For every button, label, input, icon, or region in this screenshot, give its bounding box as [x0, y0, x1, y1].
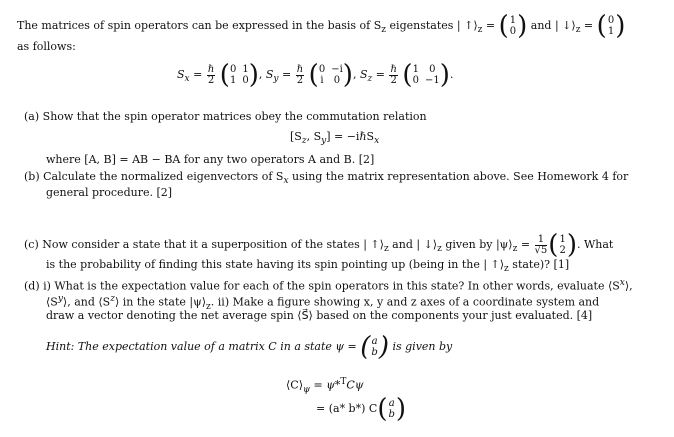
paren-left: (: [548, 230, 559, 260]
down-vector-entry: 1: [607, 26, 615, 37]
sz-expect-open: ⟩, and ⟨S: [62, 295, 111, 309]
part-d-text-b: ⟩,: [624, 279, 633, 293]
part-b-text: Calculate the normalized eigenvectors of S: [43, 170, 284, 183]
equals: =: [517, 238, 534, 251]
z-subscript: z: [383, 244, 389, 255]
relation-end: ] = −iℏS: [326, 130, 375, 143]
matrix-entry: −i: [331, 64, 343, 75]
sx-label: S: [177, 68, 185, 81]
paren-right: ): [615, 11, 626, 41]
paren-left: (: [402, 60, 413, 90]
hbar-fraction: [389, 65, 397, 86]
numerator: 1: [535, 235, 548, 246]
part-d-line-3: draw a vector denoting the net average spin ⟨S⃗⟩ based on the components your just evaluated. [4]: [46, 309, 593, 322]
expectation-lhs: ⟨C⟩: [286, 378, 303, 392]
part-c-text-2: is the probability of finding this state having its spin pointing up (being in the | ↑⟩: [46, 258, 505, 271]
sy-label: S: [265, 68, 274, 81]
two: 2: [207, 74, 215, 86]
hbar: ℏ: [207, 63, 215, 75]
denominator: √5: [534, 244, 548, 256]
paren-right: ): [378, 332, 389, 362]
psi-entry: 1: [559, 234, 566, 245]
paren-left: (: [308, 60, 319, 90]
paren-right: ): [342, 60, 353, 90]
intro-down-ket: and | ↓⟩: [530, 19, 576, 32]
down-vector: [608, 15, 614, 37]
part-b-label: (b): [24, 170, 40, 183]
down-vector-entry: 0: [607, 15, 615, 26]
part-a-label: (a): [24, 110, 40, 123]
z-subscript: z: [477, 25, 483, 36]
part-c-psi: given by |ψ⟩: [441, 238, 513, 251]
hbar-fraction: [296, 65, 304, 86]
sz-label: S: [359, 68, 368, 81]
expectation-entry: a: [388, 398, 395, 409]
matrix-entry: −1: [424, 75, 440, 86]
relation-mid: , S: [306, 130, 322, 143]
part-c-line-2: [46, 258, 569, 276]
paren-left: (: [377, 394, 388, 424]
psi-vector: [559, 234, 565, 256]
matrix-entry: 1: [242, 64, 249, 75]
part-c-label: (c): [24, 238, 39, 251]
hbar-fraction: [207, 65, 215, 86]
z-subscript: z: [381, 25, 387, 36]
transpose-superscript: T: [340, 377, 347, 387]
expectation-row: = (a* b*) C: [316, 402, 378, 415]
part-b-line-2: general procedure. [2]: [46, 186, 173, 199]
sx-subscript: x: [184, 74, 190, 85]
z-subscript: z: [437, 244, 442, 255]
spin-matrices: $S_x$ = $\frac{\text{ℏ}}{2}$ ( 0 1 1 0 ), $S_y$ = $\frac{\text{ℏ}}{2}$ ( 0 −i i 0 ), $S_z$ = $\frac{\text{ℏ}}{2}$ ( 1 0 0 −1 ).: [177, 60, 454, 90]
part-b-text-cont: using the matrix representation above. See Homework 4 for: [288, 170, 629, 183]
expectation-vector: [388, 398, 394, 420]
up-vector: [510, 15, 516, 37]
expectation-entry: b: [388, 409, 395, 420]
z-subscript: z: [512, 244, 518, 255]
psi-subscript: ψ: [303, 384, 311, 395]
sy-subscript: y: [273, 74, 279, 85]
x-superscript: x: [619, 278, 625, 288]
z-subscript: z: [575, 25, 581, 36]
part-a-text: Show that the spin operator matrices obey the commutation relation: [42, 110, 427, 123]
part-d-label: (d): [24, 279, 40, 293]
matrix-entry: 0: [242, 75, 249, 86]
x-subscript: x: [283, 176, 289, 187]
z-subscript: z: [301, 136, 307, 147]
sz-subscript: z: [367, 74, 373, 85]
paren-right: ): [439, 60, 450, 90]
sx-matrix: [230, 64, 249, 86]
paren-left: (: [219, 60, 230, 90]
z-subscript: z: [206, 301, 211, 312]
sy-matrix: [319, 64, 343, 86]
matrix-entry: 0: [412, 75, 419, 86]
matrix-entry: 0: [333, 75, 341, 86]
matrix-entry: 1: [412, 64, 419, 75]
part-d-text-2: . ii) Make a figure showing x, y and z axes of a coordinate system and: [210, 295, 600, 309]
part-c-what: . What: [576, 238, 614, 251]
two: 2: [296, 74, 304, 86]
expectation-formula-2: [316, 394, 406, 424]
x-subscript: x: [374, 136, 380, 147]
sy-expect-open: ⟨S: [46, 295, 58, 309]
equals: =: [580, 19, 597, 32]
hbar: ℏ: [390, 63, 397, 75]
paren-left: (: [498, 11, 509, 41]
y-subscript: y: [321, 136, 327, 147]
paren-right: ): [566, 230, 577, 260]
paren-left: (: [360, 332, 371, 362]
intro-line-1: [17, 13, 625, 39]
hint-text: Hint: The expectation value of a matrix C in a state ψ =: [46, 340, 361, 353]
part-d-text: i) What is the expectation value for each of the spin operators in this state? In other words, evaluate ⟨S: [43, 279, 620, 293]
matrix-entry: 0: [318, 64, 326, 75]
part-a-question: [24, 110, 427, 124]
hint-entry: a: [371, 336, 378, 347]
paren-right: ): [517, 11, 528, 41]
hint-vector: [371, 336, 377, 358]
part-d-psi: ⟩ in the state |ψ⟩: [114, 295, 207, 309]
part-c-line-1: [24, 232, 613, 258]
commutation-relation: [290, 130, 379, 148]
relation-open: [S: [290, 130, 302, 143]
intro-text: The matrices of spin operators can be expressed in the basis of S: [17, 19, 382, 32]
intro-up-ket: eigenstates | ↑⟩: [386, 19, 478, 32]
part-a-where: where [A, B] = AB − BA for any two operators A and B. [2]: [46, 153, 375, 166]
hint-line: [46, 332, 452, 362]
matrix-entry: 1: [229, 75, 237, 86]
two: 2: [390, 74, 397, 86]
part-c-text-2b: state)? [1]: [508, 258, 570, 271]
expectation-end: Cψ: [346, 378, 364, 392]
paren-right: ): [395, 394, 407, 424]
equals: =: [482, 19, 499, 32]
paren-right: ): [248, 60, 259, 90]
intro-line-2: as follows:: [17, 40, 76, 53]
up-vector-entry: 0: [509, 26, 517, 37]
up-vector-entry: 1: [509, 15, 517, 26]
psi-entry: 2: [559, 245, 566, 256]
z-subscript: z: [504, 264, 509, 275]
hint-end: is given by: [388, 340, 453, 353]
hbar: ℏ: [296, 63, 304, 75]
matrix-entry: i: [320, 75, 324, 86]
y-superscript: y: [57, 294, 63, 304]
z-superscript: z: [110, 294, 115, 304]
matrix-entry: 0: [229, 64, 237, 75]
part-c-text: Now consider a state that it a superposition of the states | ↑⟩: [42, 238, 384, 251]
part-d-line-1: [24, 276, 633, 294]
sz-matrix: [413, 64, 440, 86]
hint-entry: b: [371, 347, 378, 358]
part-c-down: and | ↓⟩: [388, 238, 438, 251]
paren-left: (: [596, 11, 607, 41]
matrix-entry: 0: [429, 64, 436, 75]
one-over-sqrt5: [535, 235, 548, 256]
expectation-rhs: = ψ*: [310, 378, 341, 392]
